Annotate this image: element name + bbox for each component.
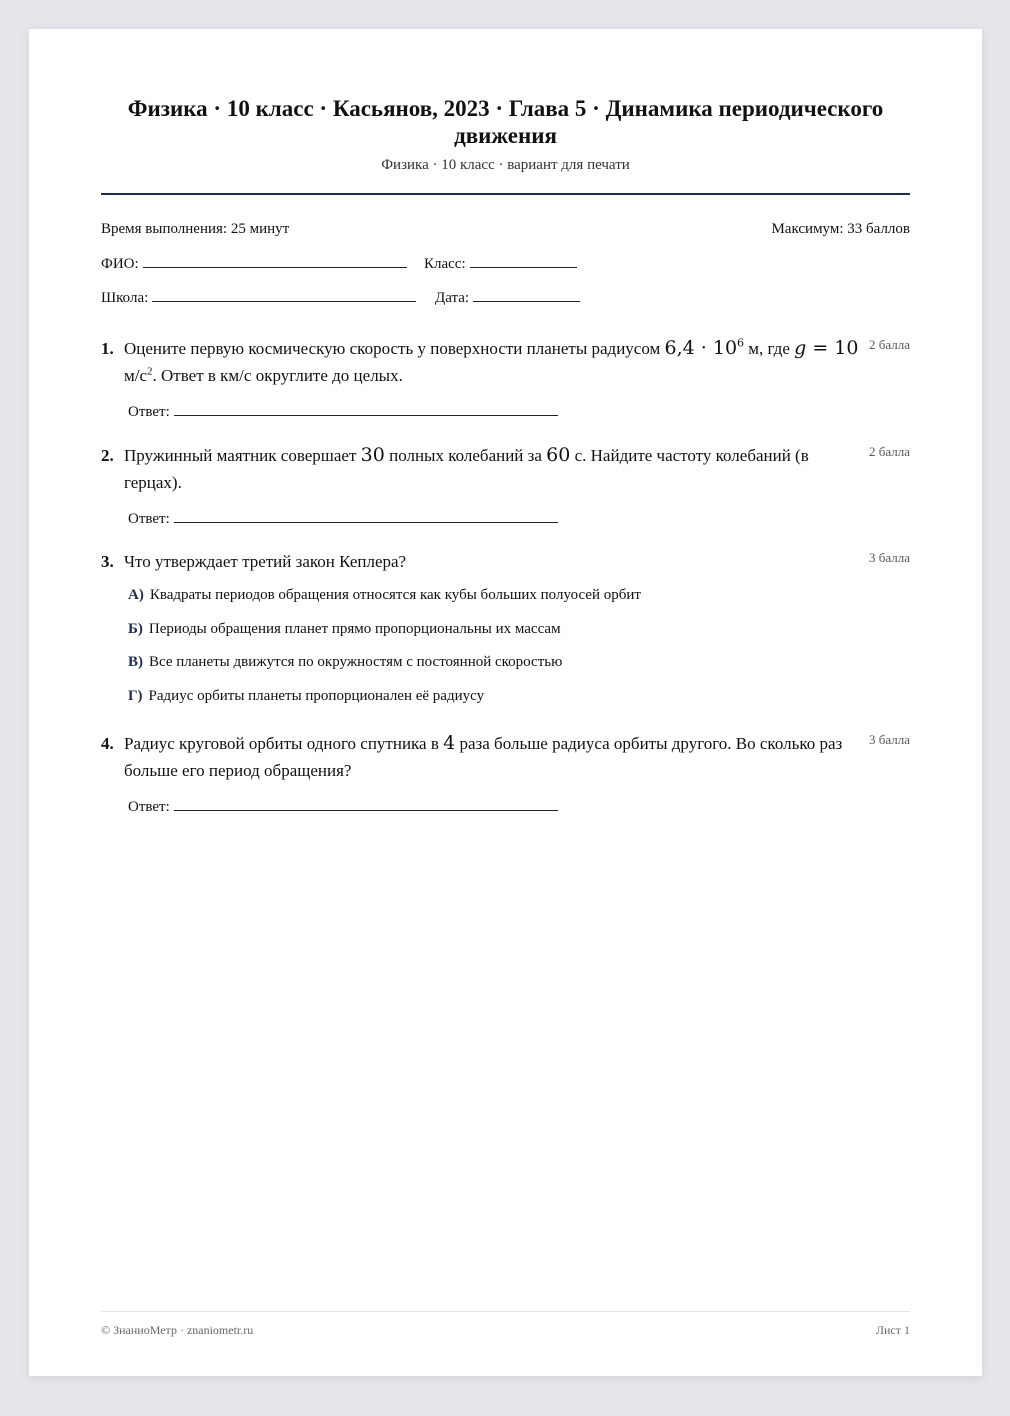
footer-copyright: © ЗнаниоМетр · znaniometr.ru [101, 1323, 254, 1337]
option-d[interactable] [128, 688, 484, 705]
answer-field-2[interactable] [128, 508, 558, 528]
answer-label: Ответ: [128, 799, 170, 815]
option-letter: В) [128, 654, 143, 670]
question-number: 2. [101, 446, 114, 465]
math-g: g [794, 337, 807, 359]
page-subtitle: Физика · 10 класс · вариант для печати [381, 157, 630, 173]
question-text: Оцените первую космическую скорость у поверхности планеты радиусом $6,4 \cdot 10^6$ м, где g = 10 $м/с^2$. Ответ в км/с округлите до целых. [124, 336, 859, 385]
option-b[interactable] [128, 621, 561, 638]
option-letter: Г) [128, 688, 143, 704]
class-blank[interactable] [470, 253, 577, 268]
footer-divider [101, 1311, 910, 1312]
class-label: Класс: [424, 256, 466, 272]
math-g-value: = 10 [806, 337, 859, 359]
date-blank[interactable] [473, 287, 580, 302]
sheet-number: Лист 1 [875, 1323, 910, 1337]
fio-field[interactable] [101, 253, 407, 273]
option-text: Все планеты движутся по окружностям с постоянной скоростью [149, 654, 563, 670]
question-number: 4. [101, 734, 114, 753]
max-score: Максимум: 33 баллов [771, 221, 910, 237]
fio-label: ФИО: [101, 256, 139, 272]
question-points: 2 балла [869, 337, 910, 352]
class-field[interactable] [424, 253, 577, 273]
answer-field-1[interactable] [128, 401, 558, 421]
option-text: Периоды обращения планет прямо пропорциональны их массам [148, 621, 561, 637]
school-field[interactable] [101, 287, 416, 307]
question-number: 1. [101, 339, 114, 358]
answer-label: Ответ: [128, 511, 170, 527]
page-title: Физика · 10 класс · Касьянов, 2023 · Глава 5 · Динамика периодического движения [127, 96, 884, 148]
option-letter: А) [128, 587, 144, 603]
answer-blank[interactable] [174, 508, 558, 523]
school-label: Школа: [101, 290, 149, 306]
option-text: Квадраты периодов обращения относятся как кубы больших полуосей орбит [149, 587, 641, 603]
question-text: Что утверждает третий закон Кеплера? [124, 552, 407, 571]
math-radius: $6,4 \cdot 10^6$ [664, 336, 745, 359]
worksheet-page [29, 29, 982, 1376]
option-c[interactable] [128, 654, 562, 671]
question-points: 3 балла [869, 732, 910, 747]
question-text: Радиус круговой орбиты одного спутника в 4 раза больше радиуса орбиты другого. Во сколько раз больше его период обращения? [124, 732, 843, 780]
date-label: Дата: [435, 290, 470, 306]
question-points: 3 балла [869, 550, 910, 565]
option-letter: Б) [128, 621, 143, 637]
answer-label: Ответ: [128, 404, 170, 420]
question-points: 2 балла [869, 444, 910, 459]
fio-blank[interactable] [143, 253, 407, 268]
answer-blank[interactable] [174, 401, 558, 416]
date-field[interactable] [435, 287, 580, 307]
header-divider [101, 193, 910, 195]
option-text: Радиус орбиты планеты пропорционален её радиусу [148, 688, 485, 704]
answer-field-4[interactable] [128, 796, 558, 816]
answer-blank[interactable] [174, 796, 558, 811]
question-text: Пружинный маятник совершает 30 полных колебаний за 60 с. Найдите частоту колебаний (в герцах). [124, 444, 809, 492]
option-a[interactable] [128, 587, 641, 604]
school-blank[interactable] [152, 287, 416, 302]
question-number: 3. [101, 552, 114, 571]
time-limit: Время выполнения: 25 минут [101, 221, 290, 237]
